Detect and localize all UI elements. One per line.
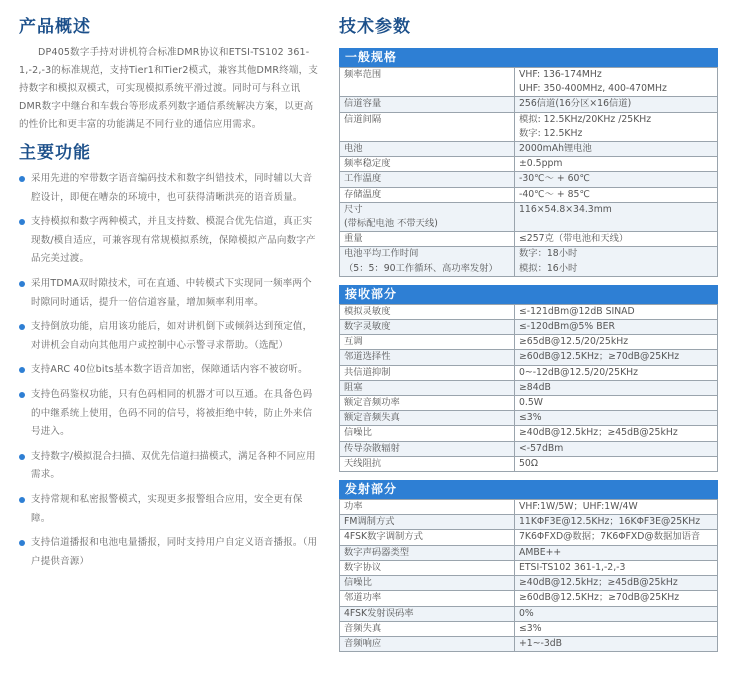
spec-row [340, 456, 718, 471]
spec-row [340, 515, 718, 530]
spec-key: 信道容量 [340, 97, 515, 112]
spec-row [340, 636, 718, 651]
spec-table [339, 67, 718, 277]
spec-key: 电池 [340, 142, 515, 157]
spec-row [340, 304, 718, 319]
spec-value: +1~-3dB [515, 636, 718, 651]
feature-text: 采用先进的窄带数字语音编码技术和数字纠错技术，同时辅以大音腔设计，即便在嘈杂的环境中，也可获得清晰洪亮的语音质量。 [31, 173, 313, 203]
spec-row [340, 157, 718, 172]
spec-row [340, 500, 718, 515]
specs-title: 技术参数 [339, 17, 411, 37]
spec-value: 11KΦF3E@12.5KHz；16KΦF3E@25KHz [515, 515, 718, 530]
spec-key: 频率稳定度 [340, 157, 515, 172]
spec-row [340, 560, 718, 575]
spec-key: 共信道抑制 [340, 365, 515, 380]
spec-key: 额定音频失真 [340, 411, 515, 426]
spec-row [340, 591, 718, 606]
spec-row [340, 606, 718, 621]
feature-text: 支持色码鉴权功能，只有色码相同的机器才可以互通。在具备色码的中继系统上使用，色码不同的信号，将被拒绝中转，防止外来信号进入。 [31, 388, 313, 438]
spec-key: 信道间隔 [340, 112, 515, 141]
spec-value: ≥60dB@12.5KHz；≥70dB@25KHz [515, 591, 718, 606]
feature-item [19, 275, 319, 312]
spec-key: 4FSK发射误码率 [340, 606, 515, 621]
spec-value: ±0.5ppm [515, 157, 718, 172]
spec-sections [339, 48, 718, 652]
spec-key: 工作温度 [340, 172, 515, 187]
spec-key: 频率范围 [340, 68, 515, 97]
bullet-dot-icon [19, 367, 25, 373]
spec-row [340, 320, 718, 335]
feature-item [19, 386, 319, 442]
left-column [19, 14, 319, 577]
feature-item [19, 170, 319, 207]
bullet-dot-icon [19, 176, 25, 182]
spec-value: ≥60dB@12.5KHz；≥70dB@25KHz [515, 350, 718, 365]
spec-value: ≥65dB@12.5/20/25kHz [515, 335, 718, 350]
spec-key: 4FSK数字调制方式 [340, 530, 515, 545]
spec-row [340, 247, 718, 276]
feature-item [19, 318, 319, 355]
spec-row [340, 530, 718, 545]
spec-key: 邻道选择性 [340, 350, 515, 365]
bullet-dot-icon [19, 219, 25, 225]
spec-value: 数字：18小时 模拟：16小时 [515, 247, 718, 276]
spec-key: 阻塞 [340, 380, 515, 395]
right-column [339, 14, 718, 652]
spec-row [340, 172, 718, 187]
spec-row [340, 142, 718, 157]
overview-text: DP405数字手持对讲机符合标准DMR协议和ETSI-TS102 361-1,-2,-3的标准规范，支持Tier1和Tier2模式，兼容其他DMR终端，支持数字和模拟双模式，可实现模拟系统平滑过渡。同时可与科立讯DMR数字中继台和车载台等形成系列数字通信系统解决方案，以更高的性价比和更丰富的功能满足不同行业的通信应用需求。 [19, 47, 319, 130]
spec-key: 存储温度 [340, 187, 515, 202]
spec-value: VHF:1W/5W；UHF:1W/4W [515, 500, 718, 515]
spec-row [340, 380, 718, 395]
feature-item [19, 448, 319, 485]
bullet-dot-icon [19, 454, 25, 460]
spec-section-header: 发射部分 [339, 480, 718, 499]
spec-key: FM调制方式 [340, 515, 515, 530]
spec-row [340, 68, 718, 97]
spec-table [339, 499, 718, 652]
spec-value: ≥84dB [515, 380, 718, 395]
spec-row [340, 232, 718, 247]
spec-row [340, 187, 718, 202]
bullet-dot-icon [19, 497, 25, 503]
feature-text: 支持ARC 40位bits基本数字语音加密，保障通话内容不被窃听。 [31, 364, 308, 376]
spec-row [340, 411, 718, 426]
spec-value: ≥40dB@12.5kHz；≥45dB@25kHz [515, 426, 718, 441]
features-title: 主要功能 [19, 143, 91, 163]
spec-key: 功率 [340, 500, 515, 515]
spec-value: 50Ω [515, 456, 718, 471]
spec-value: 256信道(16分区×16信道) [515, 97, 718, 112]
spec-row [340, 97, 718, 112]
feature-text: 支持数字/模拟混合扫描、双优先信道扫描模式，满足各种不同应用需求。 [31, 450, 316, 481]
bullet-dot-icon [19, 540, 25, 546]
spec-key: 天线阻抗 [340, 456, 515, 471]
spec-value: 7K6ΦFXD@数据；7K6ΦFXD@数据加语音 [515, 530, 718, 545]
spec-value: ETSI-TS102 361-1,-2,-3 [515, 560, 718, 575]
feature-item [19, 213, 319, 269]
spec-value: ≤3% [515, 411, 718, 426]
spec-key: 数字声码器类型 [340, 545, 515, 560]
spec-key: 数字协议 [340, 560, 515, 575]
spec-key: 传导杂散辐射 [340, 441, 515, 456]
spec-key: 重量 [340, 232, 515, 247]
spec-key: 数字灵敏度 [340, 320, 515, 335]
feature-text: 支持信道播报和电池电量播报，同时支持用户自定义语音播报。（用户提供音源） [31, 537, 318, 567]
spec-row [340, 545, 718, 560]
spec-key: 互调 [340, 335, 515, 350]
spec-table [339, 304, 718, 472]
spec-row [340, 621, 718, 636]
spec-key: 信噪比 [340, 576, 515, 591]
spec-section-header: 一般规格 [339, 48, 718, 67]
spec-value: -40℃～ + 85℃ [515, 187, 718, 202]
spec-value: ≤3% [515, 621, 718, 636]
spec-key: 音频响应 [340, 636, 515, 651]
spec-row [340, 335, 718, 350]
spec-row [340, 396, 718, 411]
bullet-dot-icon [19, 281, 25, 287]
spec-row [340, 112, 718, 141]
spec-value: 0~-12dB@12.5/20/25KHz [515, 365, 718, 380]
spec-value: ≤-120dBm@5% BER [515, 320, 718, 335]
spec-row [340, 365, 718, 380]
spec-value: ≤257克（带电池和天线） [515, 232, 718, 247]
spec-row [340, 441, 718, 456]
spec-row [340, 426, 718, 441]
feature-text: 支持倒放功能，启用该功能后，如对讲机倒下或倾斜达到预定值，对讲机会自动向其他用户或控制中心示警寻求帮助。（选配） [31, 321, 313, 351]
feature-text: 采用TDMA双时隙技术，可在直通、中转模式下实现同一频率两个时隙同时通话，提升一倍信道容量，增加频率利用率。 [31, 277, 312, 308]
spec-value: <-57dBm [515, 441, 718, 456]
spec-key: 尺寸 (带标配电池 不带天线) [340, 202, 515, 231]
spec-value: ≥40dB@12.5kHz；≥45dB@25kHz [515, 576, 718, 591]
spec-key: 额定音频功率 [340, 396, 515, 411]
bullet-dot-icon [19, 324, 25, 330]
spec-key: 电池平均工作时间 （5：5：90工作循环、高功率发射） [340, 247, 515, 276]
feature-item [19, 491, 319, 528]
spec-row [340, 202, 718, 231]
feature-item [19, 361, 319, 380]
spec-value: -30℃～ + 60℃ [515, 172, 718, 187]
overview-title: 产品概述 [19, 17, 91, 37]
spec-value: 2000mAh锂电池 [515, 142, 718, 157]
feature-item [19, 534, 319, 571]
spec-key: 信噪比 [340, 426, 515, 441]
spec-row [340, 350, 718, 365]
spec-value: 0% [515, 606, 718, 621]
feature-text: 支持模拟和数字两种模式，并且支持数、模混合优先信道，真正实现数/模自适应，可兼容现有常规模拟系统，保障模拟产品向数字产品完美过渡。 [31, 216, 316, 265]
spec-value: 0.5W [515, 396, 718, 411]
spec-value: 116×54.8×34.3mm [515, 202, 718, 231]
spec-row [340, 576, 718, 591]
spec-key: 模拟灵敏度 [340, 304, 515, 319]
spec-value: ≤-121dBm@12dB SINAD [515, 304, 718, 319]
spec-value: 模拟: 12.5KHz/20KHz /25KHz 数字: 12.5KHz [515, 112, 718, 141]
spec-key: 邻道功率 [340, 591, 515, 606]
spec-section-header: 接收部分 [339, 285, 718, 304]
feature-list [19, 170, 319, 571]
spec-value: AMBE++ [515, 545, 718, 560]
spec-value: VHF: 136-174MHz UHF: 350-400MHz, 400-470MHz [515, 68, 718, 97]
spec-key: 音频失真 [340, 621, 515, 636]
bullet-dot-icon [19, 392, 25, 398]
feature-text: 支持常规和私密报警模式，实现更多报警组合应用，安全更有保障。 [31, 493, 303, 524]
